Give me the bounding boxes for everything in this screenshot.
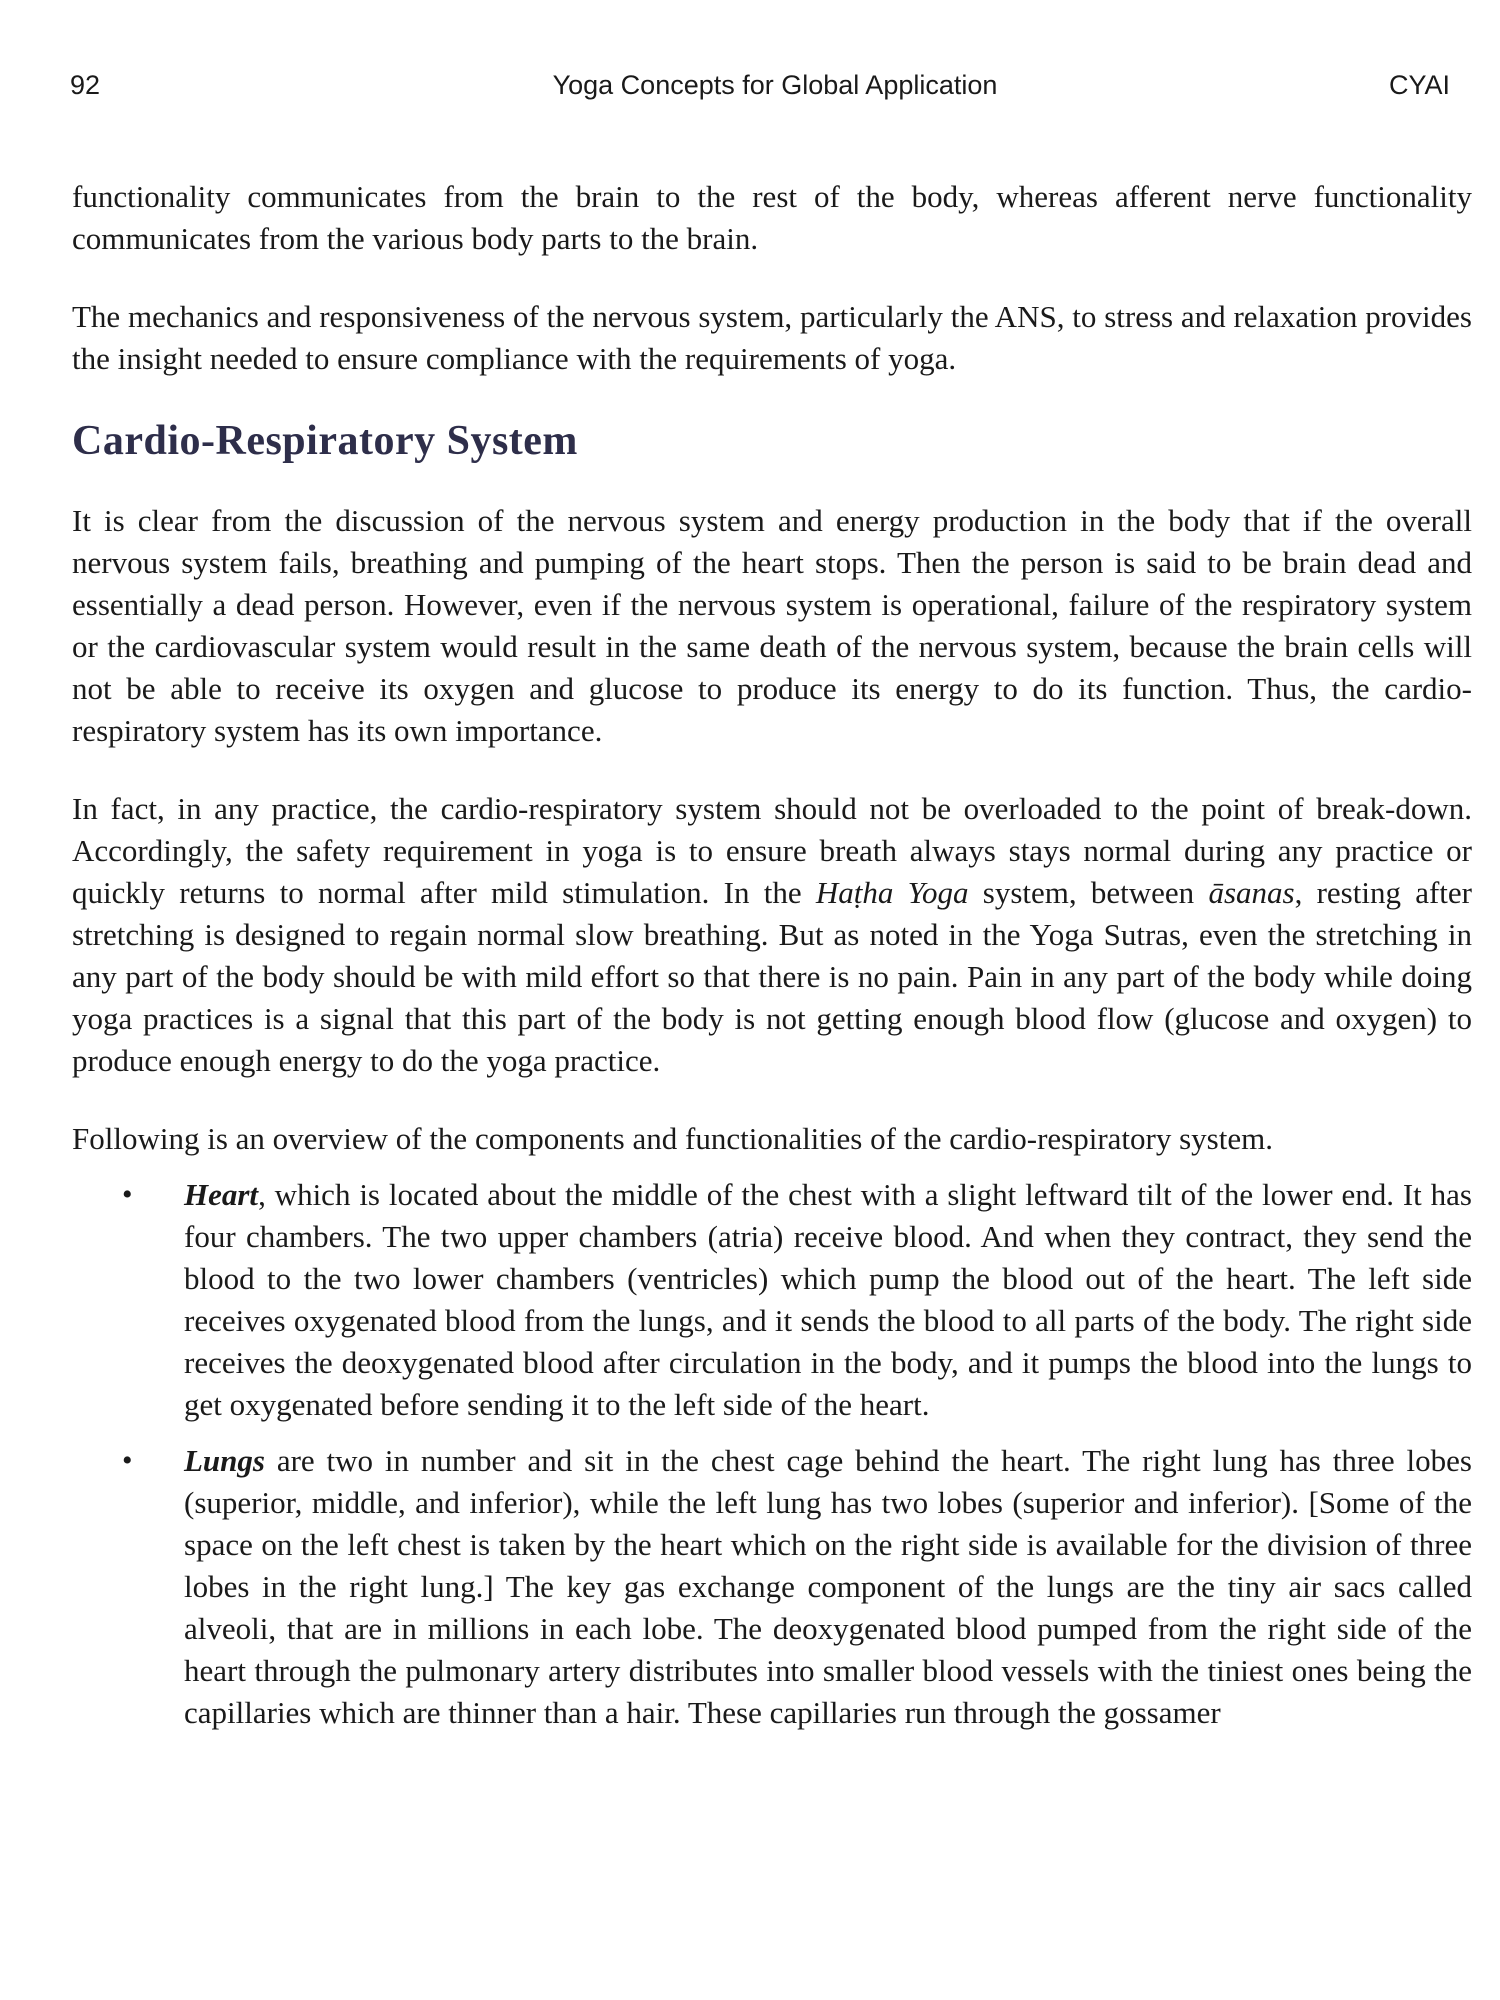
header-tag: CYAI bbox=[1388, 70, 1450, 100]
paragraph-continued: functionality communicates from the brain to the rest of the body, whereas afferent nerve functionality communicates from the various body parts to the brain. bbox=[72, 179, 1472, 256]
running-header bbox=[70, 70, 1450, 110]
section-heading: Cardio-Respiratory System bbox=[72, 418, 578, 464]
italic-term-hatha-yoga: Haṭha Yoga bbox=[815, 875, 969, 910]
term-lungs: Lungs bbox=[184, 1443, 265, 1478]
text-run: , resting after stretching is designed to regain normal slow breathing. But as noted in the Yoga Sutras, even the stretching in any part of the body should be with mild effort so that there is no pain. Pain in any part of the body while doing yoga practices is a signal that this part of the body is not getting enough blood flow (glucose and oxygen) to produce enough energy to do the yoga practice. bbox=[72, 875, 1472, 1078]
list-item-text: , which is located about the middle of the chest with a slight leftward tilt of the lower end. It has four chambers. The two upper chambers (atria) receive blood. And when they contract, they send the blood to the two lower chambers (ventricles) which pump the blood out of the heart. The left side receives oxygenated blood from the lungs, and it sends the blood to all parts of the body. The right side receives the deoxygenated blood after circulation in the body, and it pumps the blood into the lungs to get oxygenated before sending it to the left side of the heart. bbox=[184, 1177, 1472, 1422]
bullet-icon: • bbox=[122, 1178, 133, 1211]
bullet-icon: • bbox=[122, 1444, 133, 1477]
term-heart: Heart bbox=[184, 1177, 259, 1212]
list-item-lungs bbox=[72, 1440, 1472, 1734]
page-body bbox=[72, 176, 1472, 1748]
list-item-heart bbox=[72, 1174, 1472, 1426]
paragraph-importance: It is clear from the discussion of the nervous system and energy production in the body that if the overall nervous system fails, breathing and pumping of the heart stops. Then the person is said to be brain dead and essentially a dead person. However, even if the nervous system is operational, failure of the respiratory system or the cardiovascular system would result in the same death of the nervous system, because the brain cells will not be able to receive its oxygen and glucose to produce its energy to do its function. Thus, the cardio-respiratory system has its own importance. bbox=[72, 503, 1472, 748]
components-list bbox=[72, 1174, 1472, 1734]
paragraph-safety bbox=[72, 788, 1472, 1082]
paragraph-ans: The mechanics and responsiveness of the nervous system, particularly the ANS, to stress and relaxation provides the insight needed to ensure compliance with the requirements of yoga. bbox=[72, 299, 1472, 376]
text-run: In fact, in any practice, the cardio-respiratory system should not be overloaded to the point of break-down. Accordingly, the safety requirement in yoga is to ensure breath always stays normal during any practice or quickly returns to normal after mild stimulation. In the bbox=[72, 791, 1472, 910]
italic-term-asanas: āsanas bbox=[1208, 875, 1295, 910]
book-title: Yoga Concepts for Global Application bbox=[552, 70, 998, 100]
list-item-text: are two in number and sit in the chest cage behind the heart. The right lung has three lobes (superior, middle, and inferior), while the left lung has two lobes (superior and inferior). [Some of the space on the left chest is taken by the heart which on the right side is available for the division of three lobes in the right lung.] The key gas exchange component of the lungs are the tiny air sacs called alveoli, that are in millions in each lobe. The deoxygenated blood pumped from the right side of the heart through the pulmonary artery distributes into smaller blood vessels with the tiniest ones being the capillaries which are thinner than a hair. These capillaries run through the gossamer bbox=[184, 1443, 1472, 1730]
paragraph-overview: Following is an overview of the components and functionalities of the cardio-respiratory system. bbox=[72, 1121, 1273, 1156]
page-number: 92 bbox=[70, 70, 101, 100]
text-run: system, between bbox=[968, 875, 1209, 910]
